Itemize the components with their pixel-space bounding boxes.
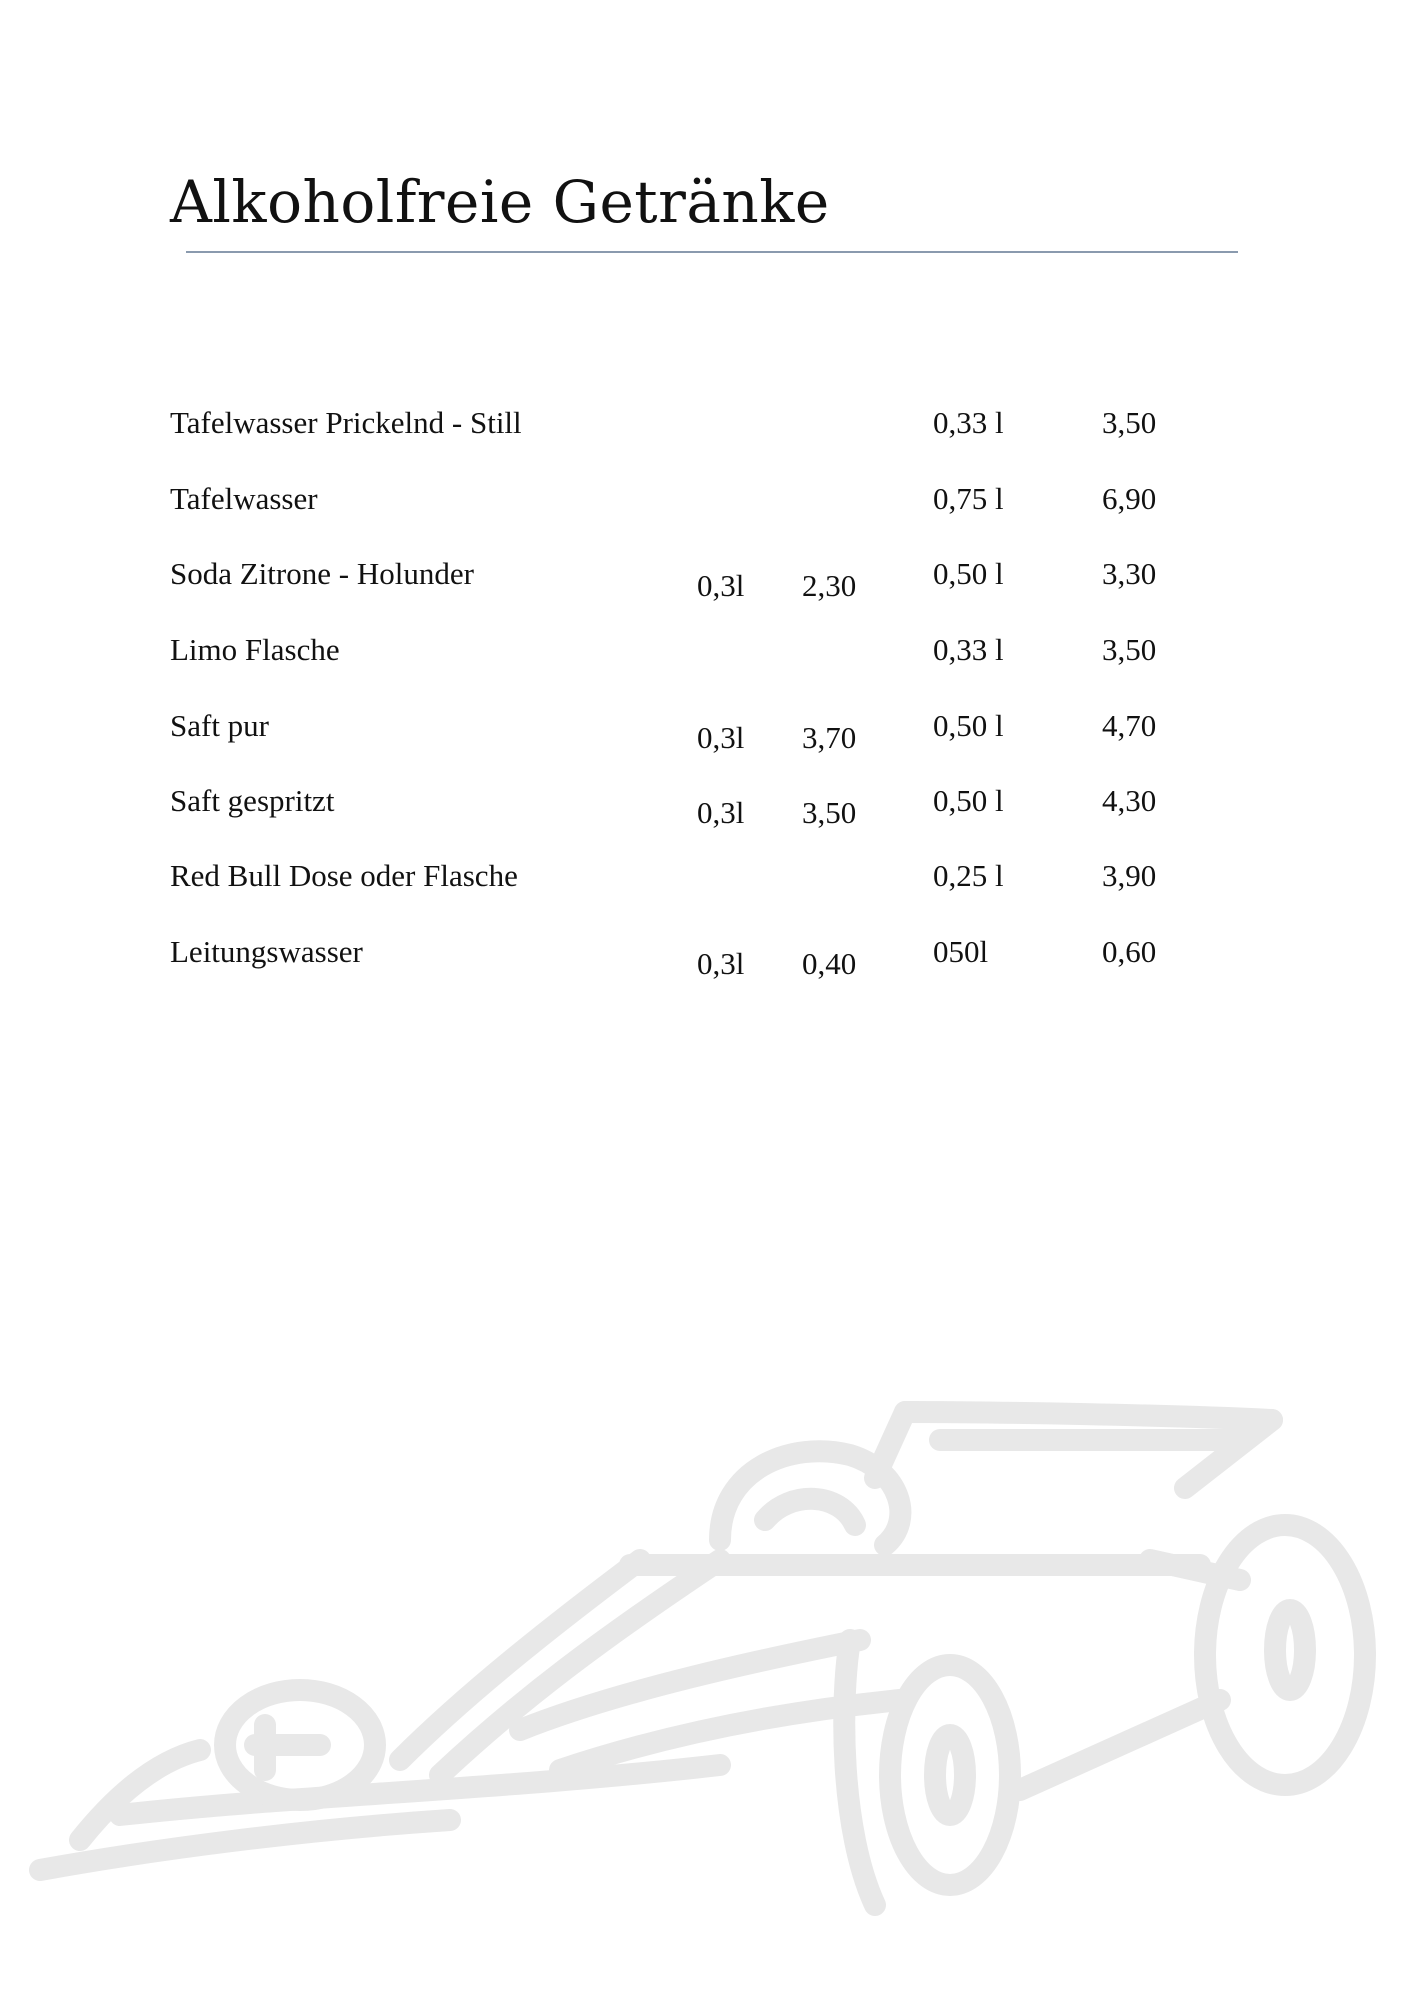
item-small-volume: 0,3l: [697, 795, 745, 830]
page-title: Alkoholfreie Getränke: [170, 168, 830, 236]
item-large-price: 3,50: [1102, 632, 1157, 667]
menu-row: [0, 405, 1414, 445]
item-name: Red Bull Dose oder Flasche: [170, 858, 518, 893]
item-large-price: 3,50: [1102, 405, 1157, 440]
item-name: Saft gespritzt: [170, 783, 335, 818]
item-small-volume: 0,3l: [697, 568, 745, 603]
item-name: Tafelwasser Prickelnd - Still: [170, 405, 522, 440]
item-name: Leitungswasser: [170, 934, 363, 969]
item-small-price: 2,30: [802, 568, 857, 603]
item-large-volume: 050l: [933, 934, 989, 969]
item-small-volume: 0,3l: [697, 946, 745, 981]
item-small-volume: 0,3l: [697, 720, 745, 755]
item-large-volume: 0,75 l: [933, 481, 1004, 516]
item-small-price: 3,50: [802, 795, 857, 830]
item-large-volume: 0,33 l: [933, 632, 1004, 667]
menu-row: [0, 783, 1414, 830]
menu-row: [0, 934, 1414, 981]
menu-row: [0, 632, 1414, 672]
item-large-price: 4,30: [1102, 783, 1157, 818]
race-car-icon: [0, 1380, 1414, 2000]
item-small-price: 0,40: [802, 946, 857, 981]
item-large-price: 3,30: [1102, 556, 1157, 591]
item-large-price: 6,90: [1102, 481, 1157, 516]
item-large-volume: 0,50 l: [933, 783, 1004, 818]
item-large-volume: 0,25 l: [933, 858, 1004, 893]
menu-row: [0, 556, 1414, 603]
title-divider: [186, 251, 1238, 253]
item-large-volume: 0,50 l: [933, 556, 1004, 591]
menu-row: [0, 708, 1414, 755]
item-large-volume: 0,33 l: [933, 405, 1004, 440]
menu-row: [0, 481, 1414, 521]
item-large-price: 0,60: [1102, 934, 1157, 969]
item-large-volume: 0,50 l: [933, 708, 1004, 743]
item-large-price: 3,90: [1102, 858, 1157, 893]
menu-row: [0, 858, 1414, 898]
item-name: Tafelwasser: [170, 481, 318, 516]
item-small-price: 3,70: [802, 720, 857, 755]
item-name: Saft pur: [170, 708, 270, 743]
item-name: Limo Flasche: [170, 632, 340, 667]
item-name: Soda Zitrone - Holunder: [170, 556, 474, 591]
item-large-price: 4,70: [1102, 708, 1157, 743]
